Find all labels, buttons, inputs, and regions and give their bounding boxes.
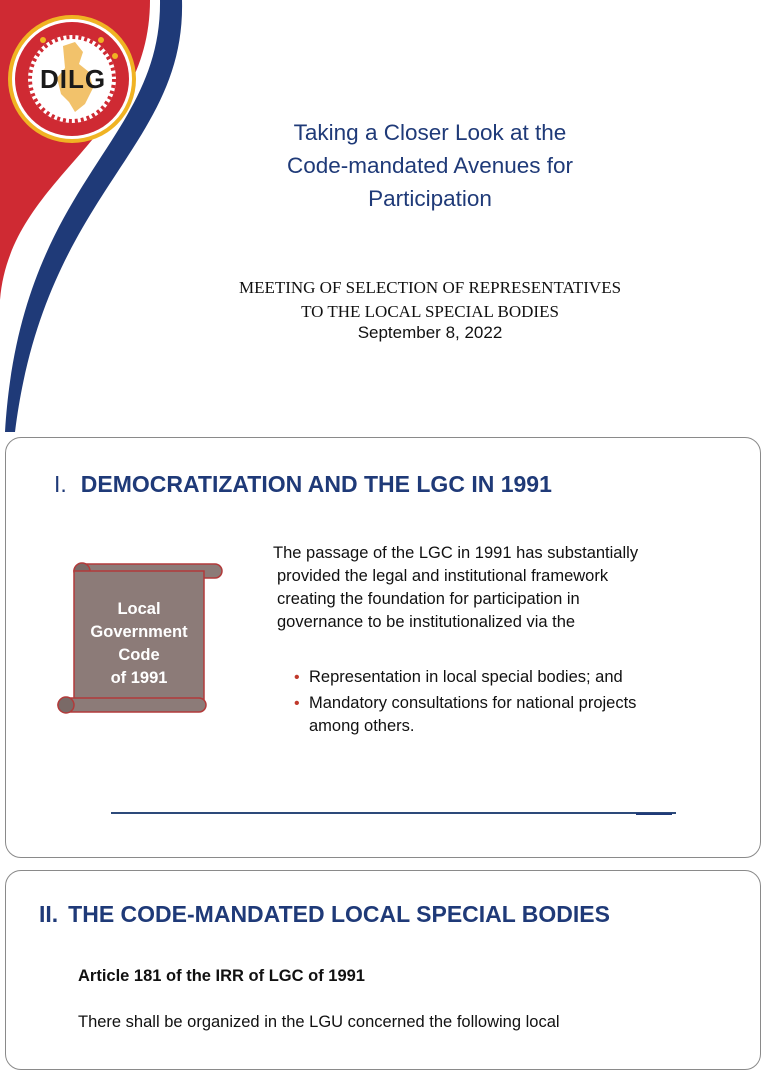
meeting-subtitle [160,276,700,324]
scroll-label-line: Government [90,623,188,641]
presentation-title [230,116,630,215]
paragraph-line: governance to be institutionalized via the [277,613,576,631]
list-item [291,692,731,738]
paragraph-line: provided the legal and institutional framework [277,567,609,585]
section-number: I. [54,471,67,497]
scroll-label [74,598,204,690]
list-item [291,666,731,689]
intro-paragraph [273,542,723,634]
section-heading-text: DEMOCRATIZATION AND THE LGC IN 1991 [80,471,552,497]
section-heading-text: THE CODE-MANDATED LOCAL SPECIAL BODIES [68,901,610,927]
meeting-line: TO THE LOCAL SPECIAL BODIES [301,302,559,321]
bullet-line: Representation in local special bodies; and [309,668,623,686]
title-line: Taking a Closer Look at the [293,120,567,145]
title-line: Participation [368,186,492,211]
title-line: Code-mandated Avenues for [286,153,574,178]
section-heading [54,471,552,498]
scroll-label-line: of 1991 [110,669,168,687]
divider-accent [636,813,672,815]
scroll-label-line: Local [117,600,161,618]
title-slide [0,0,768,432]
bullet-icon: • [294,695,300,712]
bullet-line: Mandatory consultations for national projects [309,694,637,712]
scroll-label-line: Code [118,646,160,664]
section-number: II. [39,901,59,927]
bullet-list [291,666,731,741]
paragraph-line: creating the foundation for participation in [277,590,580,608]
seal-logo-text: DILG [39,64,107,94]
bullet-line: among others. [309,717,415,735]
section-heading [39,901,610,928]
democratization-slide [5,437,761,858]
paragraph-line: The passage of the LGC in 1991 has substantially [273,544,639,562]
bullet-icon: • [294,669,300,686]
meeting-line: MEETING OF SELECTION OF REPRESENTATIVES [238,278,622,297]
body-text-cut-off: There shall be organized in the LGU concerned the following local [78,1013,560,1031]
divider-line [111,812,676,814]
meeting-date: September 8, 2022 [357,323,503,342]
special-bodies-slide [5,870,761,1070]
article-reference: Article 181 of the IRR of LGC of 1991 [78,967,365,985]
